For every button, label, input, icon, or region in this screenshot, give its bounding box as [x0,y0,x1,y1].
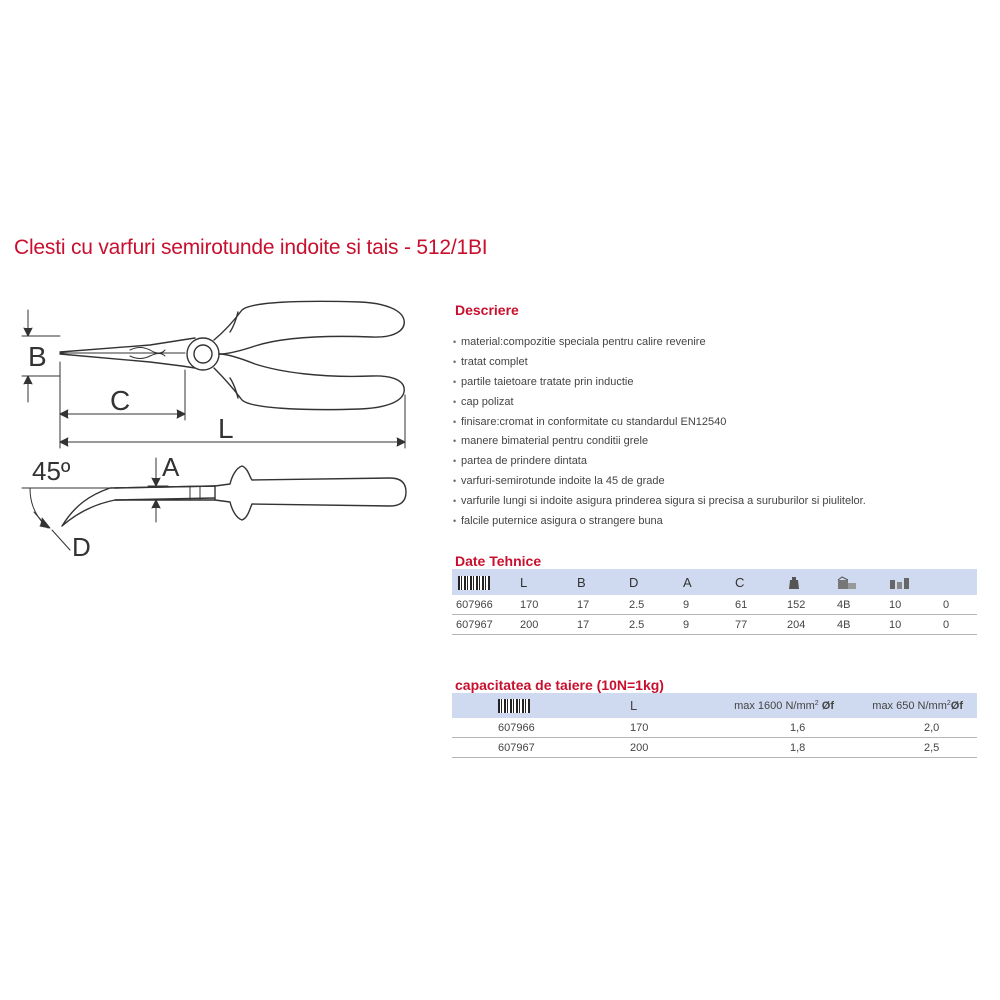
list-item: • partile taietoare tratate prin inductie [453,375,634,388]
diameter-label: Øf [821,699,834,712]
description-list [453,333,866,532]
pliers-jaw-top [60,338,195,352]
side-handle [215,466,406,520]
quantity-icon [889,576,911,590]
pliers-drawing [0,290,420,580]
table-row: 607966 170 17 2.5 9 61 152 4B 10 0 [452,595,977,615]
list-item: • manere bimaterial pentru conditii grele [453,435,649,448]
col-a: A [683,574,692,590]
tech-table [452,569,977,635]
handle-upper [214,301,404,354]
label-b: B [28,341,47,372]
col-b: B [577,574,586,590]
col-max1600: max 1600 $N/mm^2$ Øf [734,699,834,712]
list-item: • tratat complet [453,355,528,368]
label-a: A [162,452,180,482]
list-item: • falcile puternice asigura o strangere buna [453,515,663,528]
tech-heading: Date Tehnice [455,553,542,569]
list-item: • finisare:cromat in conformitate cu standardul EN12540 [453,415,727,428]
cutting-heading: capacitatea de taiere (10N=1kg) [455,677,664,693]
table-row: 607967 200 1,8 2,5 [452,738,977,758]
cutting-header-row [452,693,977,718]
label-d: D [72,532,91,562]
barcode-icon [458,576,490,590]
table-row: 607966 170 1,6 2,0 [452,718,977,738]
list-item: • material:compozitie speciala pentru calire revenire [453,336,706,348]
pliers-jaw-bottom [60,354,195,368]
list-item: • varfurile lungi si indoite asigura prinderea sigura si precisa a suruburilor si piulitelor. [453,495,866,508]
handle-lower [214,354,404,410]
label-c: C [110,385,131,416]
col-d: D [629,574,639,590]
tech-header-row [452,569,977,595]
page-title: Clesti cu varfuri semirotunde indoite si tais - 512/1BI [14,236,488,259]
side-jaw [62,486,215,526]
pivot-circle [187,338,219,370]
list-item: • cap polizat [453,395,514,408]
table-row: 607967 200 17 2.5 9 77 204 4B 10 0 [452,615,977,635]
col-max650: max 650 $N/mm^2Øf$ [872,699,963,712]
description-heading: Descriere [455,302,519,318]
list-item: • partea de prindere dintata [453,455,587,468]
col-l: L [520,574,528,590]
col-c: C [735,574,745,590]
label-angle: 45º [32,456,71,486]
barcode-icon [498,699,530,713]
diameter-label: Øf [950,699,963,712]
weight-icon [787,576,801,590]
col-l: L [630,698,638,713]
cutting-table [452,693,977,758]
label-l: L [218,413,234,444]
packaging-icon [837,576,857,590]
list-item: • varfuri-semirotunde indoite la 45 de grade [453,475,665,488]
